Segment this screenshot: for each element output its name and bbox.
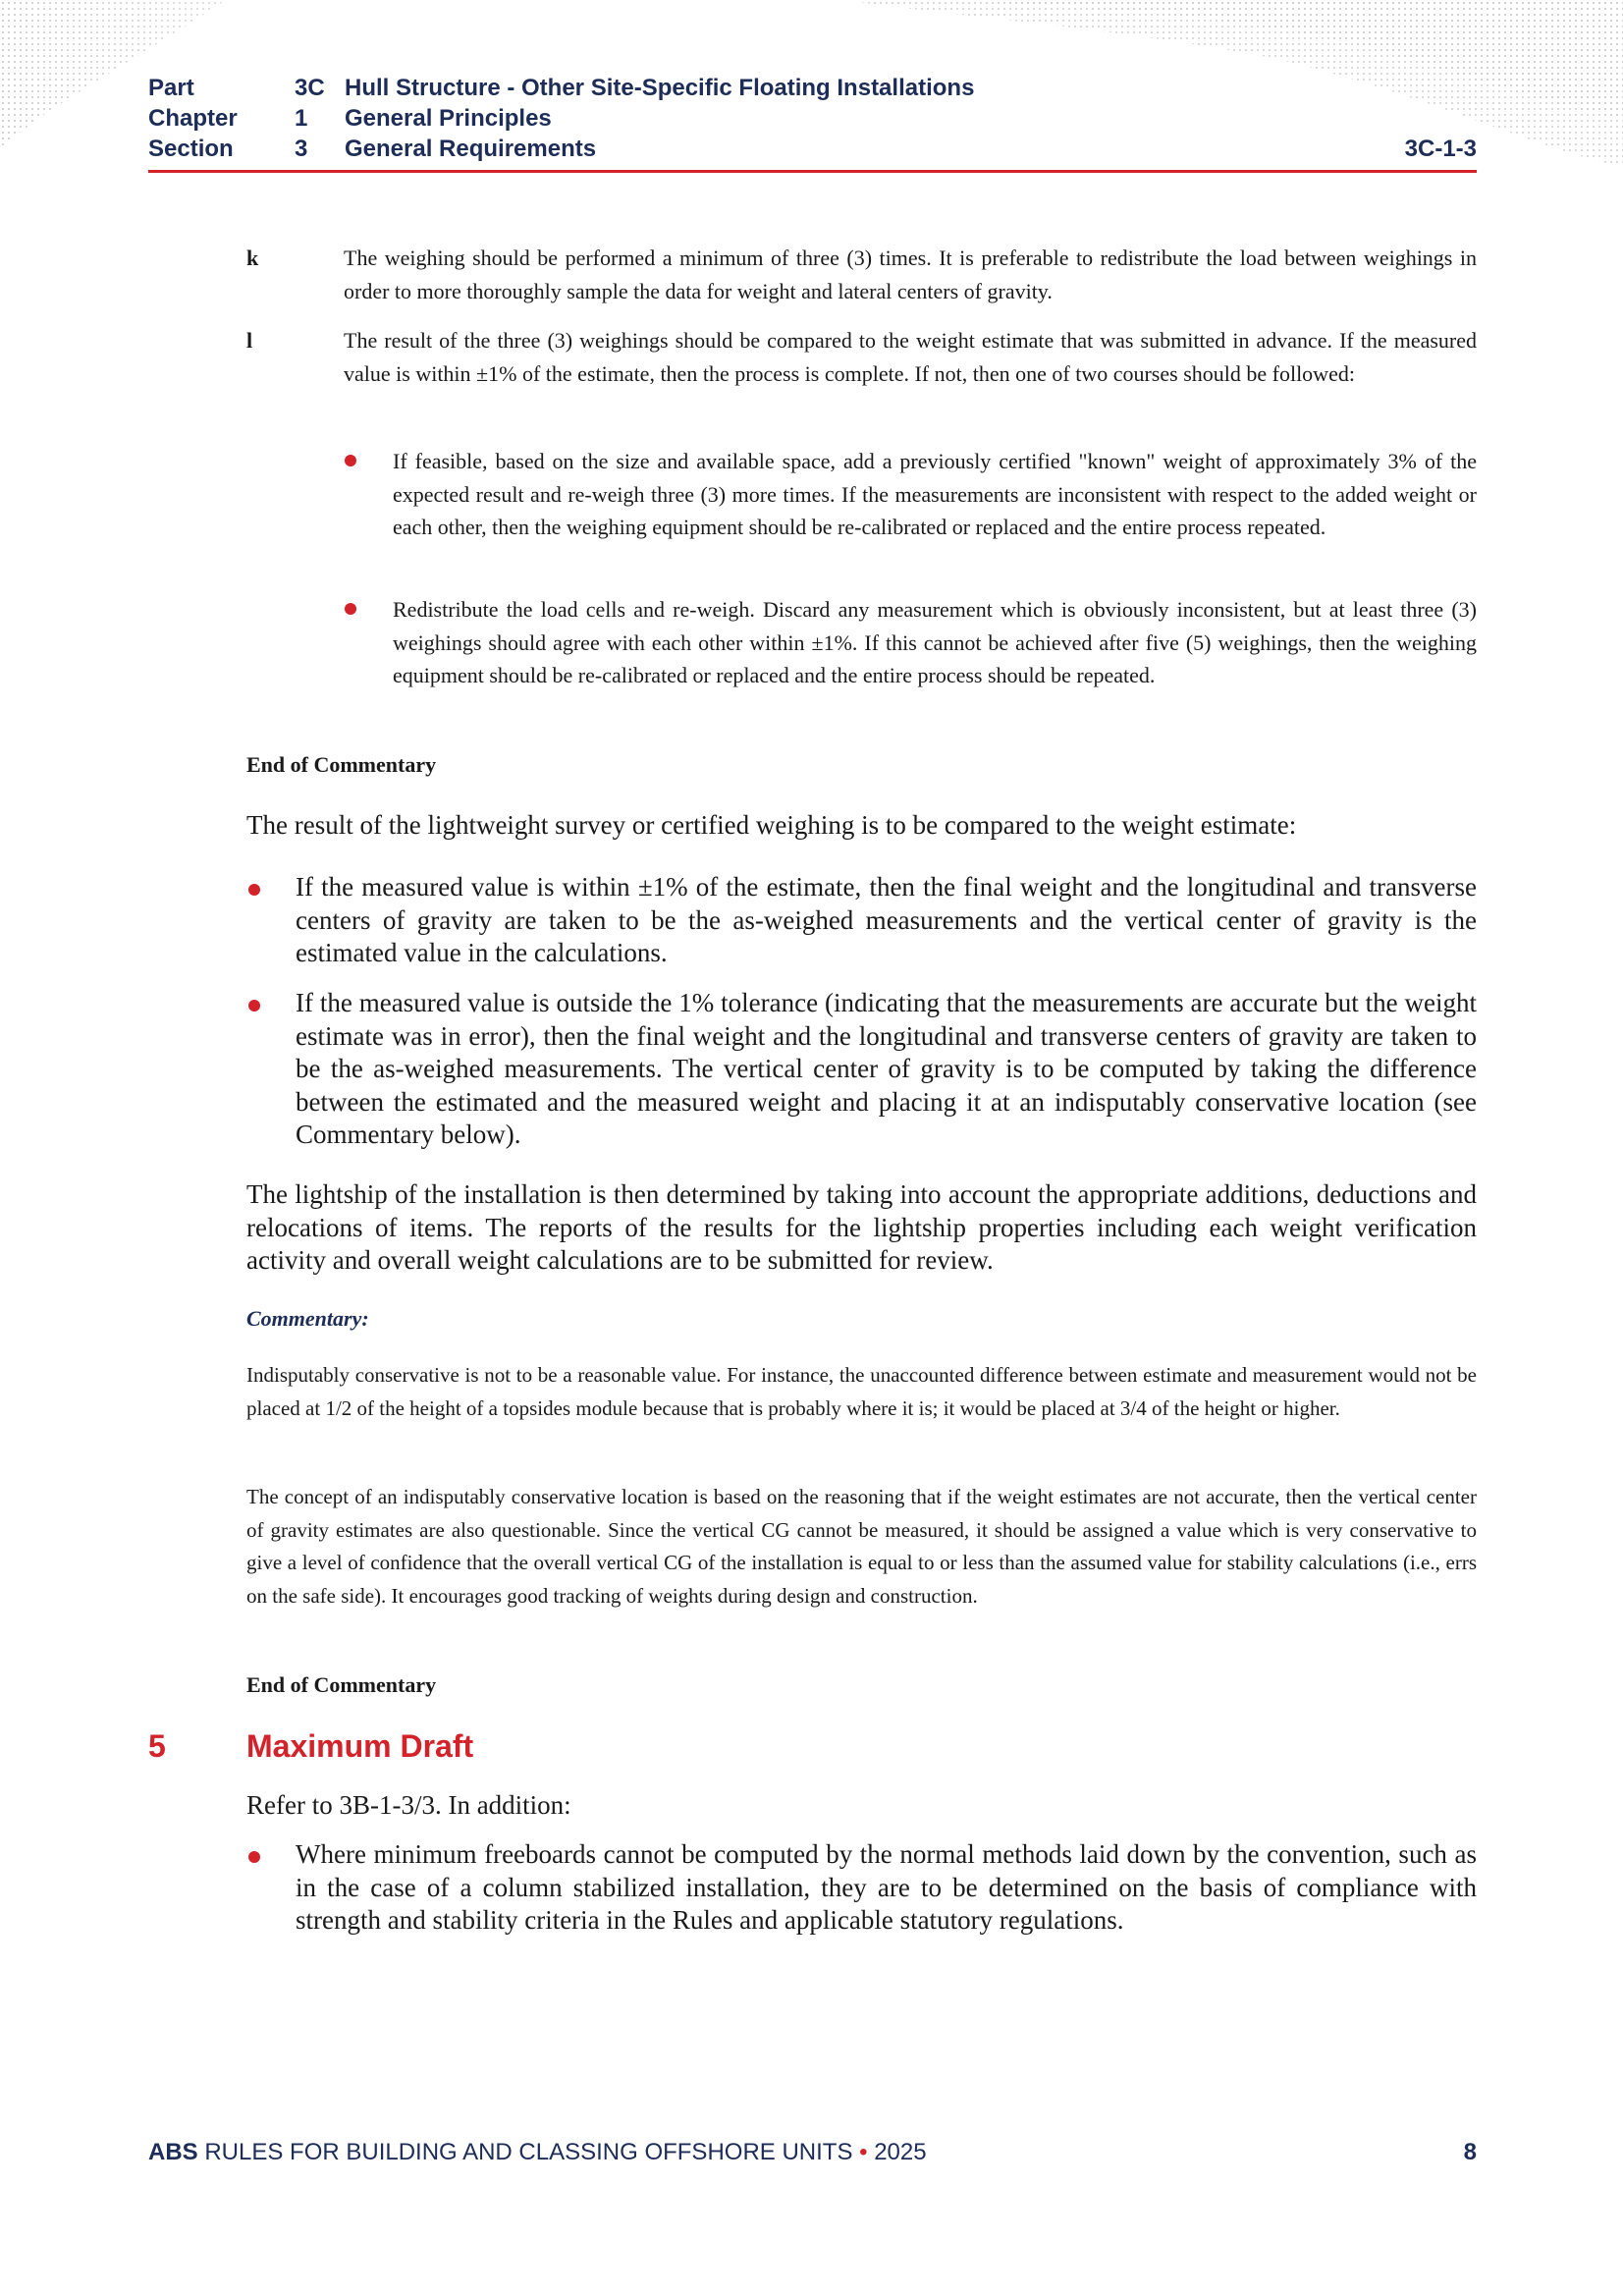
commentary-item-l [246, 324, 1477, 390]
header-divider [148, 170, 1477, 173]
bullet-text: If the measured value is within ±1% of the estimate, then the final weight and the longitudinal and transverse centers of gravity are taken to be the as-weighed measurements and the vertical center of gravity is the estimated value in the calculations. [296, 872, 1477, 967]
section-intro: Refer to 3B-1-3/3. In addition: [246, 1790, 571, 1820]
lightship-paragraph: The lightship of the installation is then determined by taking into account the appropriate additions, deductions and relocations of items. The reports of the results for the lightship properties including each weight verification activity and overall weight calculations are to be submitted for review. [246, 1179, 1477, 1275]
section-number: 5 [148, 1728, 166, 1764]
commentary-bullet [344, 445, 1477, 544]
header-title: Hull Structure - Other Site-Specific Floating Installations [345, 75, 975, 101]
bullet-dot-icon [248, 1851, 260, 1863]
footer-year: 2025 [874, 2139, 927, 2165]
header-title: General Requirements [345, 136, 597, 162]
header-number: 1 [295, 105, 308, 132]
page-footer [148, 2139, 1477, 2170]
running-header [148, 73, 1477, 164]
commentary-paragraph: The concept of an indisputably conservative location is based on the reasoning that if the weight estimates are not accurate, then the vertical center of gravity estimates are also questionable. Since the vertical CG cannot be measured, it should be assigned a value which is very conservative to give a level of confidence that the overall vertical CG of the installation is equal to or less than the assumed value for stability calculations (i.e., errs on the safe side). It encourages good tracking of weights during design and construction. [246, 1485, 1477, 1608]
header-row-chapter [148, 103, 1477, 134]
bullet-dot-icon [248, 884, 260, 896]
section-title: Maximum Draft [246, 1728, 474, 1764]
header-label: Part [148, 75, 194, 101]
commentary-paragraph: Indisputably conservative is not to be a reasonable value. For instance, the unaccounted difference between estimate and measurement would not be placed at 1/2 of the height of a topsides module because that is probably where it is; it would be placed at 3/4 of the height or higher. [246, 1363, 1477, 1420]
header-number: 3C [295, 75, 325, 101]
bullet-dot-icon [345, 603, 356, 615]
commentary-title: Commentary: [246, 1306, 369, 1331]
header-label: Chapter [148, 105, 238, 132]
footer-title: RULES FOR BUILDING AND CLASSING OFFSHORE UNITS [204, 2139, 853, 2165]
header-row-part [148, 73, 1477, 103]
item-text: The weighing should be performed a minimum of three (3) times. It is preferable to redistribute the load between weighings in order to more thoroughly sample the data for weight and lateral centers of gravity. [344, 246, 1477, 303]
item-text: The result of the three (3) weighings should be compared to the weight estimate that was submitted in advance. If the measured value is within ±1% of the estimate, then the process is complete. If not, then one of two courses should be followed: [344, 328, 1477, 386]
header-row-section [148, 134, 1477, 164]
header-number: 3 [295, 136, 308, 162]
bullet-text: If the measured value is outside the 1% tolerance (indicating that the measurements are accurate but the weight estimate was in error), then the final weight and the longitudinal and transverse centers of gravity are taken to be the as-weighed measurements. The vertical center of gravity is to be computed by taking the difference between the estimated and the measured weight and placing it at an indisputably conservative location (see Commentary below). [296, 988, 1477, 1149]
item-marker: k [246, 246, 259, 270]
bullet-dot-icon [248, 1000, 260, 1011]
main-bullet [246, 987, 1477, 1152]
main-bullet [246, 871, 1477, 970]
bullet-text: Where minimum freeboards cannot be computed by the normal methods laid down by the convention, such as in the case of a column stabilized installation, they are to be determined on the basis of compliance with strength and stability criteria in the Rules and applicable statutory regulations. [296, 1839, 1477, 1935]
intro-paragraph: The result of the lightweight survey or certified weighing is to be compared to the weight estimate: [246, 810, 1297, 840]
header-page-reference: 3C-1-3 [1404, 136, 1477, 162]
item-marker: l [246, 328, 253, 353]
main-bullet [246, 1838, 1477, 1938]
bullet-text: If feasible, based on the size and available space, add a previously certified "known" weight of approximately 3% of the expected result and re-weigh three (3) more times. If the measurements are inconsistent with respect to the added weight or each other, then the weighing equipment should be re-calibrated or replaced and the entire process repeated. [393, 449, 1477, 539]
section-heading [148, 1728, 1477, 1768]
commentary-bullet [344, 593, 1477, 692]
bullet-text: Redistribute the load cells and re-weigh. Discard any measurement which is obviously inconsistent, but at least three (3) weighings should agree with each other within ±1%. If this cannot be achieved after five (5) weighings, then the weighing equipment should be re-calibrated or replaced and the entire process should be repeated. [393, 597, 1477, 687]
header-title: General Principles [345, 105, 552, 132]
commentary-item-k [246, 242, 1477, 307]
header-label: Section [148, 136, 234, 162]
bullet-dot-icon [345, 455, 356, 466]
end-of-commentary: End of Commentary [246, 1672, 437, 1697]
end-of-commentary: End of Commentary [246, 752, 437, 777]
page-number: 8 [1463, 2139, 1477, 2165]
footer-separator: • [859, 2139, 868, 2165]
footer-brand: ABS [148, 2139, 198, 2165]
